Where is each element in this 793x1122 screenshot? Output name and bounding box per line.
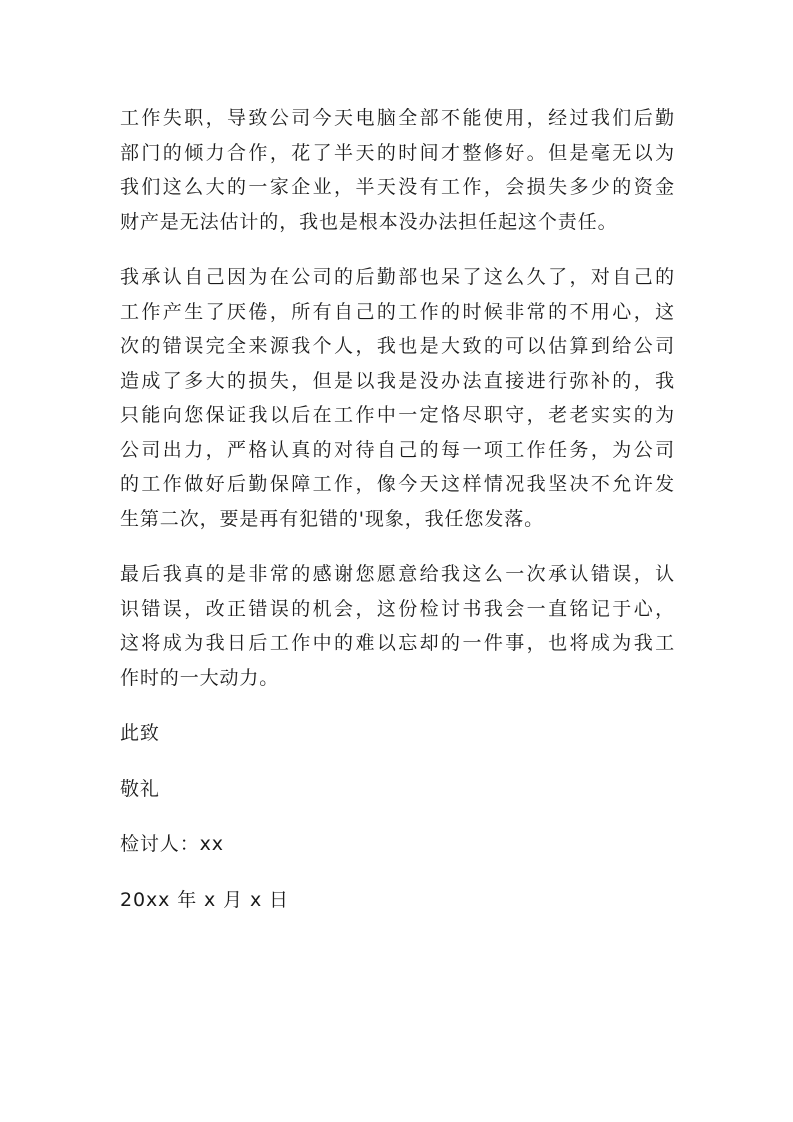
- author-signature: 检讨人：xx: [120, 833, 224, 855]
- paragraph-line: 工作失职，导致公司今天电脑全部不能使用，经过我们后勤: [120, 107, 675, 129]
- paragraph-line: 作时的一大动力。: [120, 666, 280, 689]
- paragraph-line: 财产是无法估计的，我也是根本没办法担任起这个责任。: [120, 210, 618, 233]
- paragraph-line: 这将成为我日后工作中的难以忘却的一件事，也将成为我工: [120, 632, 675, 654]
- salutation-ci-zhi: 此致: [120, 722, 160, 744]
- paragraph-line: 的工作做好后勤保障工作，像今天这样情况我坚决不允许发: [120, 473, 675, 495]
- paragraph-line: 识错误，改正错误的机会，这份检讨书我会一直铭记于心，: [120, 597, 675, 620]
- paragraph-line: 次的错误完全来源我个人，我也是大致的可以估算到给公司: [120, 335, 675, 357]
- paragraph-line: 部门的倾力合作，花了半天的时间才整修好。但是毫无以为: [120, 141, 675, 164]
- paragraph-line: 我们这么大的一家企业，半天没有工作，会损失多少的资金: [120, 176, 675, 198]
- paragraph-line: 生第二次，要是再有犯错的'现象，我任您发落。: [120, 507, 545, 530]
- paragraph-3: [120, 557, 675, 695]
- paragraph-2: [120, 260, 675, 536]
- paragraph-1: [120, 101, 675, 239]
- salutation-jing-li: 敬礼: [120, 777, 160, 800]
- document-body: [120, 101, 675, 938]
- document-date: 20xx 年 x 月 x 日: [120, 888, 289, 911]
- paragraph-line: 公司出力，严格认真的对待自己的每一项工作任务，为公司: [120, 438, 675, 461]
- paragraph-line: 只能向您保证我以后在工作中一定恪尽职守，老老实实的为: [120, 404, 675, 426]
- paragraph-line: 我承认自己因为在公司的后勤部也呆了这么久了，对自己的: [120, 266, 675, 288]
- paragraph-line: 造成了多大的损失，但是以我是没办法直接进行弥补的，我: [120, 369, 675, 392]
- paragraph-line: 最后我真的是非常的感谢您愿意给我这么一次承认错误，认: [120, 563, 675, 585]
- paragraph-line: 工作产生了厌倦，所有自己的工作的时候非常的不用心，这: [120, 300, 675, 323]
